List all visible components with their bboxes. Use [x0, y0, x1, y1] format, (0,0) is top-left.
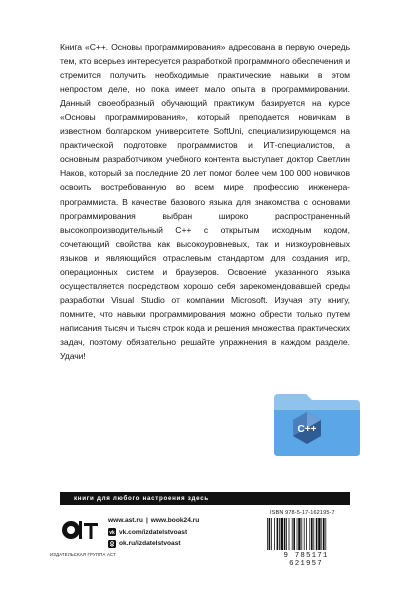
website-row [108, 515, 199, 527]
barcode-number: 9 785171 621957 [283, 552, 329, 568]
slogan-bar [60, 492, 350, 505]
barcode-graphic [266, 518, 346, 550]
site-link-ast[interactable]: www.ast.ru [108, 517, 143, 524]
ast-logo [60, 514, 100, 546]
isbn-label: ISBN 978-5-17-162195-7 [270, 510, 335, 516]
ok-row [108, 538, 199, 550]
cpp-folder-illustration [272, 388, 362, 460]
slogan-text: книги для любого настроения здесь [74, 495, 209, 502]
vk-row [108, 527, 199, 539]
ok-link[interactable]: ok.ru/izdatelstvoast [119, 540, 181, 547]
description-text: Книга «С++. Основы программирования» адресована в первую очередь тем, кто всерьез интересуется разработкой программного обеспечения и стремится получить необходимые практические навыки в этом непростом деле, но пока имеет мало опыта в программировании. Данный своеобразный обучающий практикум базируется на курсе «Основы программирования», который преподается новичкам в известном болгарском университете SoftUni, специализирующемся на практической подготовке программистов и ИТ-специалистов, а основным разработчиком учебного контента выступает доктор Светлин Наков, который за последние 20 лет помог более чем 100 000 новичков освоить востребованную во всем мире профессию инженера-программиста. В качестве базового языка для знакомства с основами программирования выбран широко распространенный высокопроизводительный C++ с открытым исходным кодом, сочетающий свойства как высокоуровневых, так и низкоуровневых языков и являющийся отраслевым стандартом для создания игр, операционных систем и браузеров. Освоение указанного языка осуществляется посредством хорошо себя зарекомендовавшей среды разработки Visual Studio от компании Microsoft. Изучая эту книгу, помните, что навыки программирования можно обрести только путем написания тысяч и тысяч строк кода и решения множества практических задач, поэтому обязательно решайте упражнения в каждом разделе. Удачи! [60, 42, 350, 362]
back-cover-description [60, 40, 350, 363]
publisher-imprint: ИЗДАТЕЛЬСКАЯ ГРУППА АСТ [50, 552, 116, 557]
ok-icon [108, 540, 116, 548]
svg-text:vk: vk [109, 530, 115, 537]
site-link-book24[interactable]: www.book24.ru [150, 517, 200, 524]
vk-link[interactable]: vk.com/izdatelstvoast [119, 528, 188, 536]
vk-icon [108, 528, 116, 536]
link-separator: | [145, 517, 148, 524]
cpp-logo-text: C++ [297, 424, 317, 435]
folder-icon [272, 388, 362, 460]
publisher-links [108, 515, 199, 550]
